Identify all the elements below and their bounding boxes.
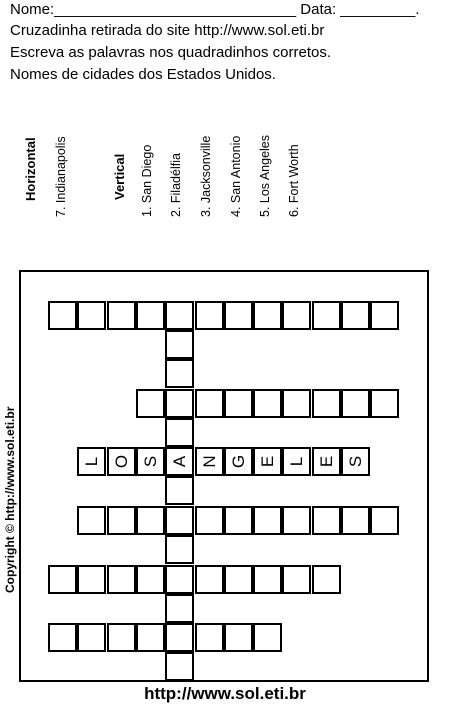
footer-url: http://www.sol.eti.br [144,684,306,703]
crossword-cell[interactable] [312,565,341,594]
crossword-cell[interactable] [224,623,253,652]
crossword-cell[interactable] [370,506,399,535]
crossword-cell[interactable] [341,506,370,535]
crossword-cell[interactable] [224,565,253,594]
crossword-cell[interactable] [165,330,194,359]
crossword-cell[interactable] [312,301,341,330]
crossword-cell[interactable] [165,594,194,623]
crossword-cell[interactable] [165,389,194,418]
crossword-cell[interactable] [107,447,136,476]
header-line-3: Escreva as palavras nos quadradinhos corretos. [10,44,332,61]
crossword-cell[interactable] [165,506,194,535]
crossword-cell[interactable] [107,301,136,330]
cell-letter: E [316,455,336,468]
crossword-cell[interactable] [107,506,136,535]
crossword-cell[interactable] [312,447,341,476]
crossword-cell[interactable] [165,447,194,476]
horizontal-clue-7: 7. Indianapolis [54,136,68,217]
crossword-cell[interactable] [312,506,341,535]
crossword-cell[interactable] [165,652,194,681]
crossword-cell[interactable] [77,623,106,652]
crossword-cell[interactable] [165,418,194,447]
vertical-clue-4: 4. San Antonio [229,135,243,217]
crossword-cell[interactable] [195,565,224,594]
crossword-cell[interactable] [253,565,282,594]
crossword-cell[interactable] [48,623,77,652]
crossword-cell[interactable] [136,506,165,535]
crossword-cell[interactable] [77,565,106,594]
crossword-cell[interactable] [341,389,370,418]
crossword-cell[interactable] [282,389,311,418]
crossword-cell[interactable] [165,623,194,652]
crossword-cell[interactable] [77,447,106,476]
crossword-cell[interactable] [253,301,282,330]
vertical-title: Vertical [112,153,127,200]
vertical-clue-5: 5. Los Angeles [258,134,272,217]
crossword-cell[interactable] [77,301,106,330]
crossword-cell[interactable] [370,301,399,330]
crossword-cell[interactable] [136,301,165,330]
header-line-2: Cruzadinha retirada do site http://www.sol.eti.br [10,22,325,39]
cell-letter: L [81,456,101,467]
crossword-cell[interactable] [165,359,194,388]
crossword-cell[interactable] [165,301,194,330]
crossword-cell[interactable] [136,565,165,594]
crossword-cell[interactable] [195,389,224,418]
crossword-cell[interactable] [312,389,341,418]
crossword-cell[interactable] [48,565,77,594]
crossword-cell[interactable] [107,565,136,594]
crossword-cell[interactable] [282,506,311,535]
cell-letter: S [345,455,365,468]
copyright-text: Copyright © http://www.sol.eti.br [3,406,17,593]
crossword-cell[interactable] [282,565,311,594]
cell-letter: O [111,454,131,469]
crossword-cell[interactable] [195,506,224,535]
crossword-cell[interactable] [195,623,224,652]
crossword-cell[interactable] [282,447,311,476]
crossword-cell[interactable] [282,301,311,330]
cell-letter: N [199,455,218,468]
cell-letter: E [257,455,277,468]
crossword-cell[interactable] [136,447,165,476]
crossword-frame [19,270,429,682]
crossword-cell[interactable] [195,447,224,476]
crossword-cell[interactable] [224,447,253,476]
crossword-cell[interactable] [224,506,253,535]
crossword-cell[interactable] [165,535,194,564]
crossword-cell[interactable] [77,506,106,535]
cell-letter: S [140,455,160,468]
crossword-cell[interactable] [341,301,370,330]
crossword-cell[interactable] [253,506,282,535]
crossword-cell[interactable] [370,389,399,418]
crossword-cell[interactable] [165,476,194,505]
header-line-4: Nomes de cidades dos Estados Unidos. [10,66,276,83]
crossword-cell[interactable] [195,301,224,330]
crossword-cell[interactable] [136,623,165,652]
cell-letter: L [286,456,306,467]
crossword-cell[interactable] [224,389,253,418]
cell-letter: A [169,455,189,468]
vertical-clue-1: 1. San Diego [140,144,154,217]
vertical-clue-3: 3. Jacksonville [199,135,213,217]
crossword-cell[interactable] [253,623,282,652]
crossword-cell[interactable] [48,301,77,330]
horizontal-title: Horizontal [23,137,38,201]
crossword-cell[interactable] [136,389,165,418]
crossword-cell[interactable] [253,447,282,476]
vertical-clue-2: 2. Filadélfia [169,153,183,217]
crossword-cell[interactable] [224,301,253,330]
header-line-1: Nome:_____________________________ Data: _________. [10,1,420,18]
vertical-clue-6: 6. Fort Worth [287,144,301,217]
cell-letter: G [228,454,248,469]
crossword-cell[interactable] [341,447,370,476]
crossword-cell[interactable] [107,623,136,652]
crossword-cell[interactable] [253,389,282,418]
crossword-cell[interactable] [165,565,194,594]
